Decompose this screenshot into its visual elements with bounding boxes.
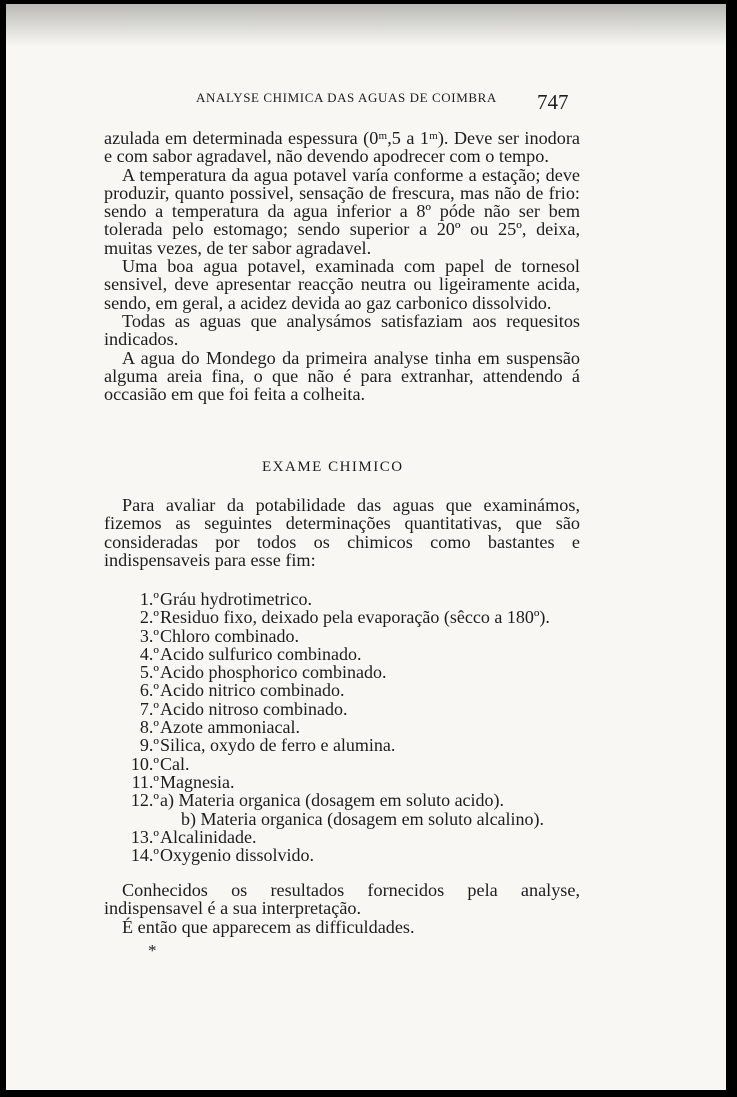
section-lead-text xyxy=(104,496,580,569)
list-item xyxy=(114,736,584,754)
list-item-number: 9.º xyxy=(139,735,159,756)
list-item-text: Residuo fixo, deixado pela evaporação (sêcco a 180º). xyxy=(160,607,550,628)
list-item-number: 1.º xyxy=(139,589,159,609)
list-item-text: Gráu hydrotimetrico. xyxy=(160,589,312,609)
list-item xyxy=(114,590,584,608)
running-head: ANALYSE CHIMICA DAS AGUAS DE COIMBRA xyxy=(196,90,497,105)
list-item-number: 11.º xyxy=(131,771,159,792)
list-item-text: Acido phosphorico combinado. xyxy=(160,662,387,683)
list-item-text: b) Materia organica (dosagem em soluto alcalino). xyxy=(181,808,545,829)
list-item-number: 12.º xyxy=(130,790,159,811)
list-item xyxy=(114,663,584,681)
list-item-number: 5.º xyxy=(139,662,159,683)
list-item xyxy=(114,645,584,663)
paragraph-interpretation: Conhecidos os resultados fornecidos pela analyse, indispensavel é a sua interpretação. xyxy=(104,880,580,919)
list-item-text: Oxygenio dissolvido. xyxy=(160,845,315,866)
list-item xyxy=(114,755,584,773)
list-item xyxy=(114,791,584,809)
list-item-number: 3.º xyxy=(139,625,159,646)
list-item xyxy=(114,700,584,718)
list-item-text: Magnesia. xyxy=(160,771,235,792)
page-top-shadow xyxy=(6,4,726,46)
intro-text xyxy=(104,129,580,403)
list-item xyxy=(114,681,584,699)
list-item xyxy=(114,773,584,791)
list-item xyxy=(114,718,584,736)
list-item-number: 4.º xyxy=(139,643,159,664)
list-item-text: Acido sulfurico combinado. xyxy=(160,643,362,664)
list-item-number: 7.º xyxy=(139,698,159,719)
paragraph-mondego: A agua do Mondego da primeira analyse tinha em suspensão alguma areia fina, o que não é para extranhar, attendendo á occasião em que foi feita a colheita. xyxy=(104,347,580,405)
list-item-number: 2.º xyxy=(139,607,159,628)
list-item-text: Acido nitrico combinado. xyxy=(160,680,345,701)
list-item xyxy=(114,810,584,828)
signature-mark: * xyxy=(148,941,157,960)
list-item xyxy=(114,608,584,626)
list-item-text: Alcalinidade. xyxy=(160,826,257,847)
list-item-number: 14.º xyxy=(130,845,159,866)
list-item-text: Chloro combinado. xyxy=(160,625,299,646)
paragraph-continuation: azulada em determinada espessura (0ᵐ,5 a 1ᵐ). Deve ser inodora e com sabor agradavel, não devendo apodrecer com o tempo. xyxy=(104,128,580,167)
paragraph-temperature: A temperatura da agua potavel varía conforme a estação; deve produzir, quanto possivel, sensação de frescura, mas não de frio: sendo a temperatura da agua inferior a 8º póde não ser bem tolerada pelo estomago; sendo superior a 20º ou 25º, deixa, muitas vezes, de ter sabor agradavel. xyxy=(104,164,580,258)
paragraph-difficulties: É então que apparecem as difficuldades. xyxy=(122,916,415,937)
page-number: 747 xyxy=(537,90,569,114)
list-item-text: Acido nitroso combinado. xyxy=(160,698,348,719)
list-item xyxy=(114,627,584,645)
paragraph-requirements: Todas as aguas que analysámos satisfaziam aos requesitos indicados. xyxy=(104,310,580,350)
list-item-number: 13.º xyxy=(130,826,159,847)
section-title: EXAME CHIMICO xyxy=(262,459,404,475)
determinations-list xyxy=(114,590,584,864)
list-item-number: 10.º xyxy=(130,753,159,774)
paragraph-lead: Para avaliar da potabilidade das aguas que examinámos, fizemos as seguintes determinações quantitativas, que são consideradas por todos os chimicos como bastantes e indispensaveis para esse fim: xyxy=(104,495,580,570)
list-item-text: a) Materia organica (dosagem em soluto acido). xyxy=(160,790,505,811)
list-item-text: Azote ammoniacal. xyxy=(160,717,300,738)
list-item-number: 6.º xyxy=(139,680,159,701)
list-item xyxy=(114,828,584,846)
list-item-text: Cal. xyxy=(160,753,190,774)
paragraph-acidity: Uma boa agua potavel, examinada com papel de tornesol sensivel, deve apresentar reacção neutra ou ligeiramente acida, sendo, em geral, a acidez devida ao gaz carbonico dissolvido. xyxy=(104,256,580,313)
list-item-number: 8.º xyxy=(139,717,159,738)
list-item-text: Silica, oxydo de ferro e alumina. xyxy=(160,735,396,756)
closing-text xyxy=(104,881,580,936)
list-item xyxy=(114,846,584,864)
